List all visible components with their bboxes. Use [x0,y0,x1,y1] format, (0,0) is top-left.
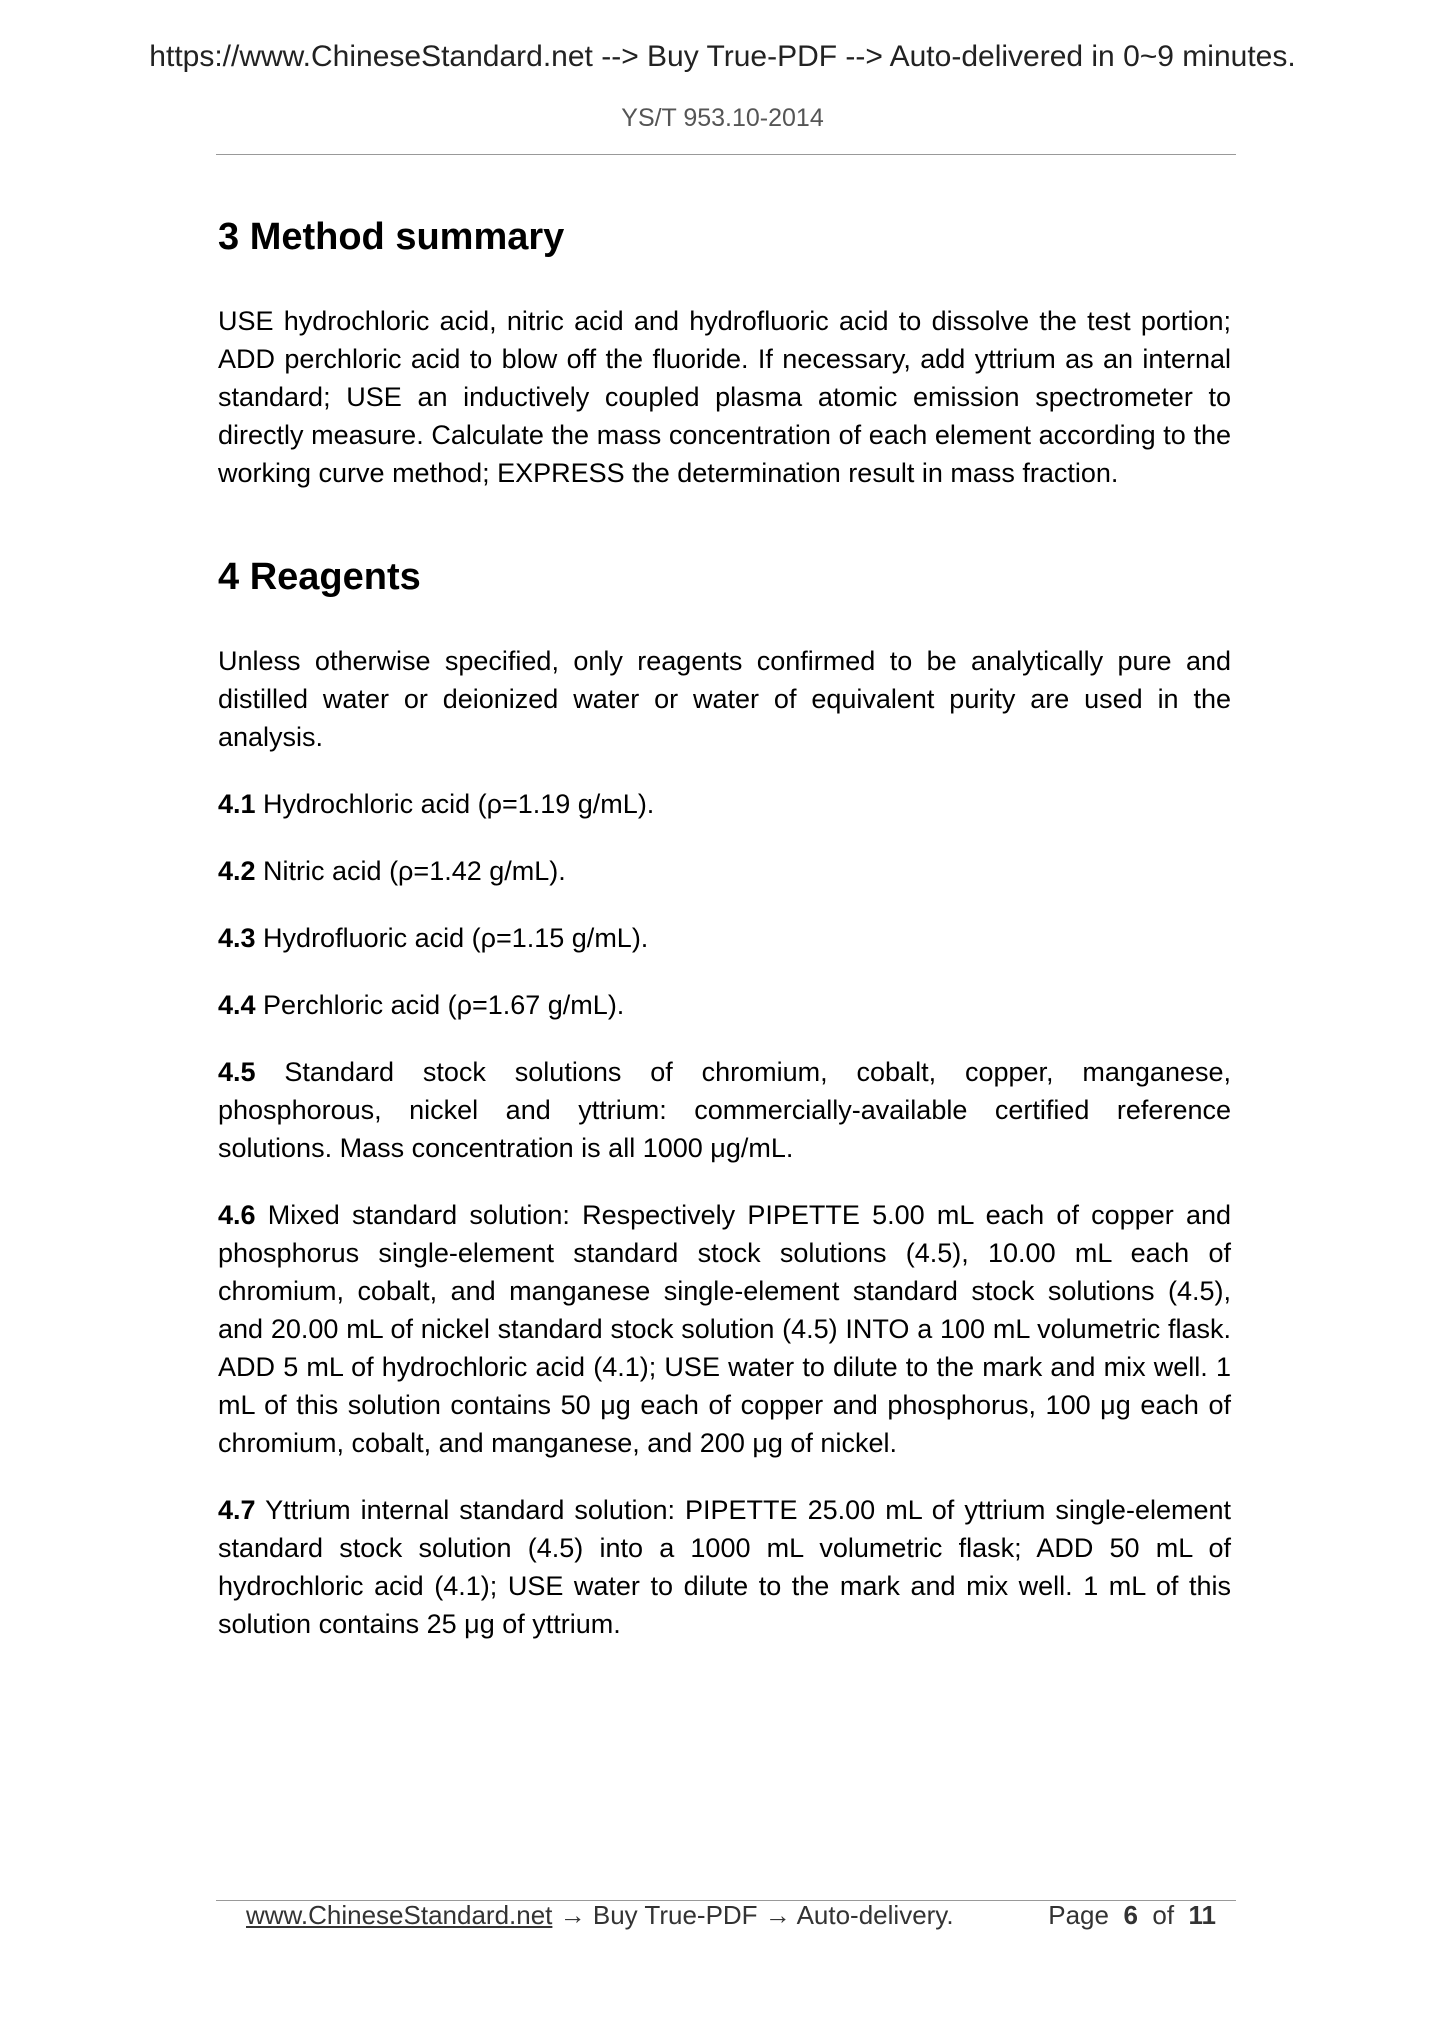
item-text: Mixed standard solution: Respectively PIPETTE 5.00 mL each of copper and phosphorus single-element standard stock solutions (4.5), 10.00 mL each of chromium, cobalt, and manganese single-element standard stock solutions (4.5), and 20.00 mL of nickel standard stock solution (4.5) INTO a 100 mL volumetric flask. ADD 5 mL of hydrochloric acid (4.1); USE water to dilute to the mark and mix well. 1 mL of this solution contains 50 μg each of copper and phosphorus, 100 μg each of chromium, cobalt, and manganese, and 200 μg of nickel. [218,1200,1231,1458]
item-number: 4.6 [218,1200,256,1230]
footer-text: → Buy True-PDF → Auto-delivery. [552,1900,954,1930]
page-footer [246,1900,1216,1936]
item-text: Perchloric acid (ρ=1.67 g/mL). [255,990,625,1020]
item-text: Nitric acid (ρ=1.42 g/mL). [255,856,566,886]
item-text: Hydrochloric acid (ρ=1.19 g/mL). [255,789,655,819]
item-text: Standard stock solutions of chromium, cobalt, copper, manganese, phosphorous, nickel and yttrium: commercially-available certified reference solutions. Mass concentration is all 1000 μg/mL. [218,1057,1231,1163]
page-total: 11 [1188,1900,1216,1930]
section-3-heading: 3 Method summary [218,216,565,258]
header-divider [216,154,1236,155]
item-number: 4.2 [218,856,256,886]
item-text: Yttrium internal standard solution: PIPETTE 25.00 mL of yttrium single-element standard stock solution (4.5) into a 1000 mL volumetric flask; ADD 50 mL of hydrochloric acid (4.1); USE water to dilute to the mark and mix well. 1 mL of this solution contains 25 μg of yttrium. [218,1495,1231,1639]
item-text: Hydrofluoric acid (ρ=1.15 g/mL). [255,923,649,953]
reagent-item [218,1053,1231,1167]
of-label: of [1152,1900,1175,1930]
document-code: YS/T 953.10-2014 [621,104,824,132]
reagent-item [218,1196,1231,1462]
footer-site-link[interactable]: www.ChineseStandard.net [246,1900,553,1930]
top-banner: https://www.ChineseStandard.net --> Buy True-PDF --> Auto-delivered in 0~9 minutes. [149,40,1296,73]
item-number: 4.5 [218,1057,256,1087]
page-content [218,214,1231,1672]
page-label: Page [1048,1900,1109,1930]
reagent-item [218,919,1231,957]
section-4-intro: Unless otherwise specified, only reagents confirmed to be analytically pure and distilled water or deionized water or water of equivalent purity are used in the analysis. [218,646,1231,752]
item-number: 4.1 [218,789,256,819]
reagent-item [218,852,1231,890]
section-3-text: USE hydrochloric acid, nitric acid and hydrofluoric acid to dissolve the test portion; ADD perchloric acid to blow off the fluoride. If necessary, add yttrium as an internal standard; USE an inductively coupled plasma atomic emission spectrometer to directly measure. Calculate the mass concentration of each element according to the working curve method; EXPRESS the determination result in mass fraction. [218,306,1231,488]
reagent-item [218,986,1231,1024]
page-current: 6 [1123,1900,1138,1930]
item-number: 4.3 [218,923,256,953]
item-number: 4.4 [218,990,256,1020]
footer-left [246,1900,954,1931]
reagent-item [218,1491,1231,1643]
section-4-heading: 4 Reagents [218,556,421,598]
item-number: 4.7 [218,1495,256,1525]
page-indicator [1048,1900,1216,1931]
reagent-item [218,785,1231,823]
